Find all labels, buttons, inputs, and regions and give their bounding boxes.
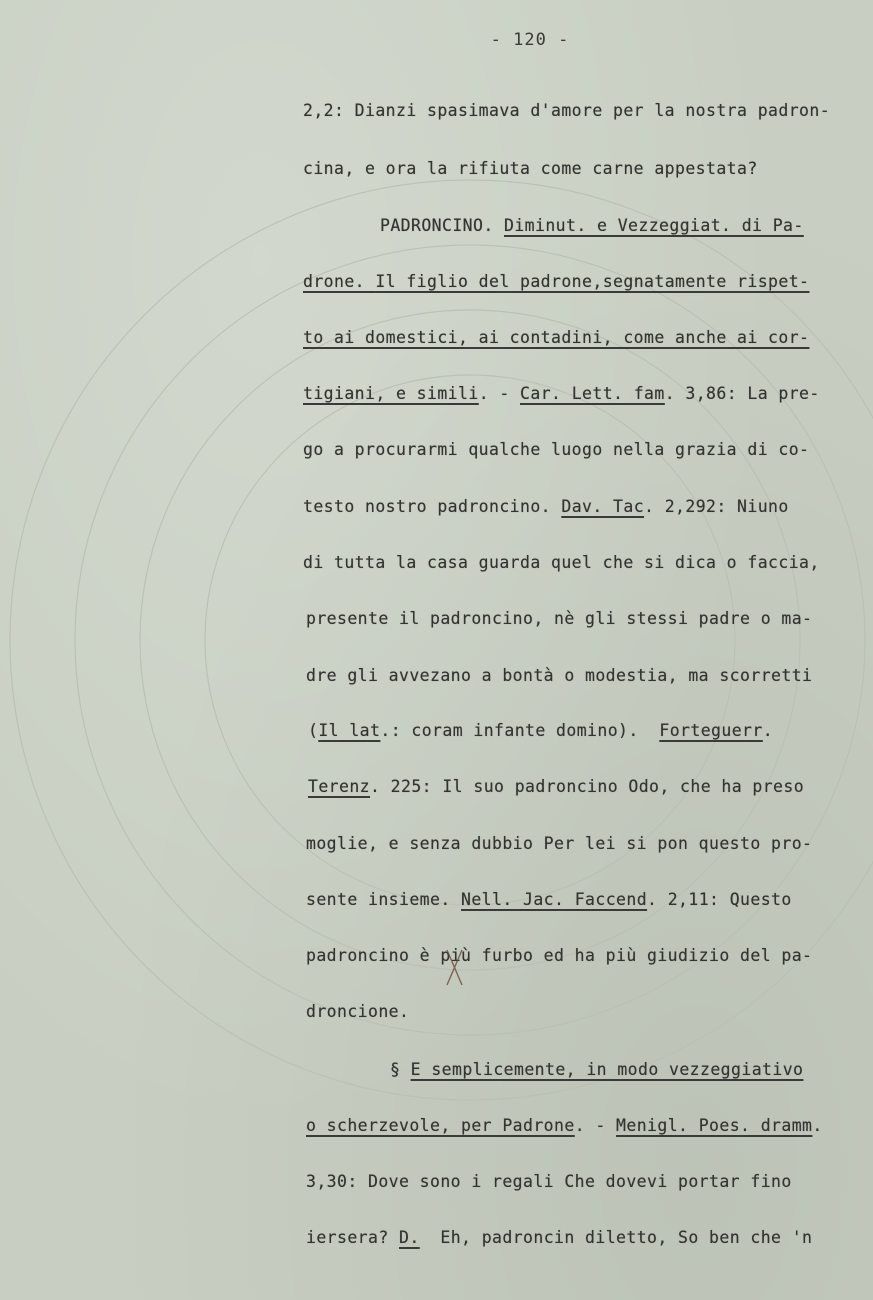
text-segment: iersera? <box>306 1228 400 1247</box>
text-segment: . 2,11: Questo <box>647 890 792 909</box>
text-segment: . 2,292: Niuno <box>644 497 789 516</box>
text-line <box>380 216 804 235</box>
underlined-text: D. <box>399 1228 420 1247</box>
text-line <box>306 666 812 685</box>
underlined-text: Il lat <box>318 721 381 740</box>
underlined-text: drone. <box>303 272 376 291</box>
text-segment: . - <box>574 1116 617 1135</box>
text-line <box>306 1002 409 1021</box>
text-segment: . 225: Il suo padroncino Odo, che ha preso <box>370 777 805 796</box>
text-segment: moglie, e senza dubbio Per lei si pon questo pro- <box>306 834 813 853</box>
text-line <box>390 1060 803 1079</box>
text-segment: go a procurarmi qualche luogo nella grazia di co- <box>303 440 810 459</box>
text-segment: testo nostro padroncino. <box>303 497 562 516</box>
text-line <box>306 1116 823 1135</box>
text-segment: 3,30: Dove sono i regali Che dovevi portar fino <box>306 1172 792 1191</box>
text-segment: dre gli avvezano a bontà o modestia, ma scorretti <box>306 666 813 685</box>
text-line <box>306 946 812 965</box>
underlined-text: Il figlio del padrone,segnatamente rispet- <box>375 272 810 291</box>
text-segment: Eh, padroncin diletto, So ben che 'n <box>419 1228 813 1247</box>
text-line <box>303 159 758 178</box>
text-line <box>308 721 773 740</box>
underlined-text: Menigl. Poes. dramm <box>616 1116 813 1135</box>
text-segment: di tutta la casa guarda quel che si dica o faccia, <box>303 553 820 572</box>
text-line <box>303 272 809 291</box>
text-segment: padroncino è più furbo ed ha più giudizio del pa- <box>306 946 813 965</box>
text-segment: ( <box>308 721 319 740</box>
text-line <box>306 1228 812 1247</box>
text-line <box>308 777 804 796</box>
text-segment: PADRONCINO. <box>380 216 505 235</box>
text-line <box>303 328 809 347</box>
text-line <box>303 101 830 120</box>
underlined-text: E semplicemente, in modo vezzeggiativo <box>410 1060 804 1079</box>
text-segment: 2,2: Dianzi spasimava d'amore per la nostra padron- <box>303 101 831 120</box>
underlined-text: tigiani, e simili <box>303 384 479 403</box>
underlined-text: Diminut. e Vezzeggiat. di Pa- <box>504 216 804 235</box>
underlined-text: Forteguerr <box>659 721 763 740</box>
text-segment: § <box>390 1060 411 1079</box>
text-segment: . 3,86: La pre- <box>664 384 820 403</box>
text-line <box>303 497 789 516</box>
underlined-text: Terenz <box>308 777 371 796</box>
text-segment: presente il padroncino, nè gli stessi padre o ma- <box>306 609 813 628</box>
text-line <box>303 384 820 403</box>
text-line <box>306 609 812 628</box>
text-segment: droncione. <box>306 1002 410 1021</box>
underlined-text: Dav. Tac <box>561 497 645 516</box>
text-line <box>306 834 812 853</box>
underlined-text: o scherzevole, per Padrone <box>306 1116 575 1135</box>
text-segment: . <box>762 721 774 740</box>
underlined-text: to ai domestici, ai contadini, come anche ai cor- <box>303 328 810 347</box>
text-segment: .: coram infante domino). <box>380 721 660 740</box>
text-segment: . <box>812 1116 823 1135</box>
underlined-text: Car. Lett. fam <box>520 384 665 403</box>
text-segment: . - <box>478 384 521 403</box>
text-line <box>303 553 820 572</box>
text-line <box>303 440 809 459</box>
text-line <box>306 890 792 909</box>
page-number: - 120 - <box>490 30 570 50</box>
text-segment: cina, e ora la rifiuta come carne appestata? <box>303 159 758 178</box>
text-line <box>306 1172 792 1191</box>
underlined-text: Nell. Jac. Faccend <box>461 890 648 909</box>
text-segment: sente insieme. <box>306 890 462 909</box>
